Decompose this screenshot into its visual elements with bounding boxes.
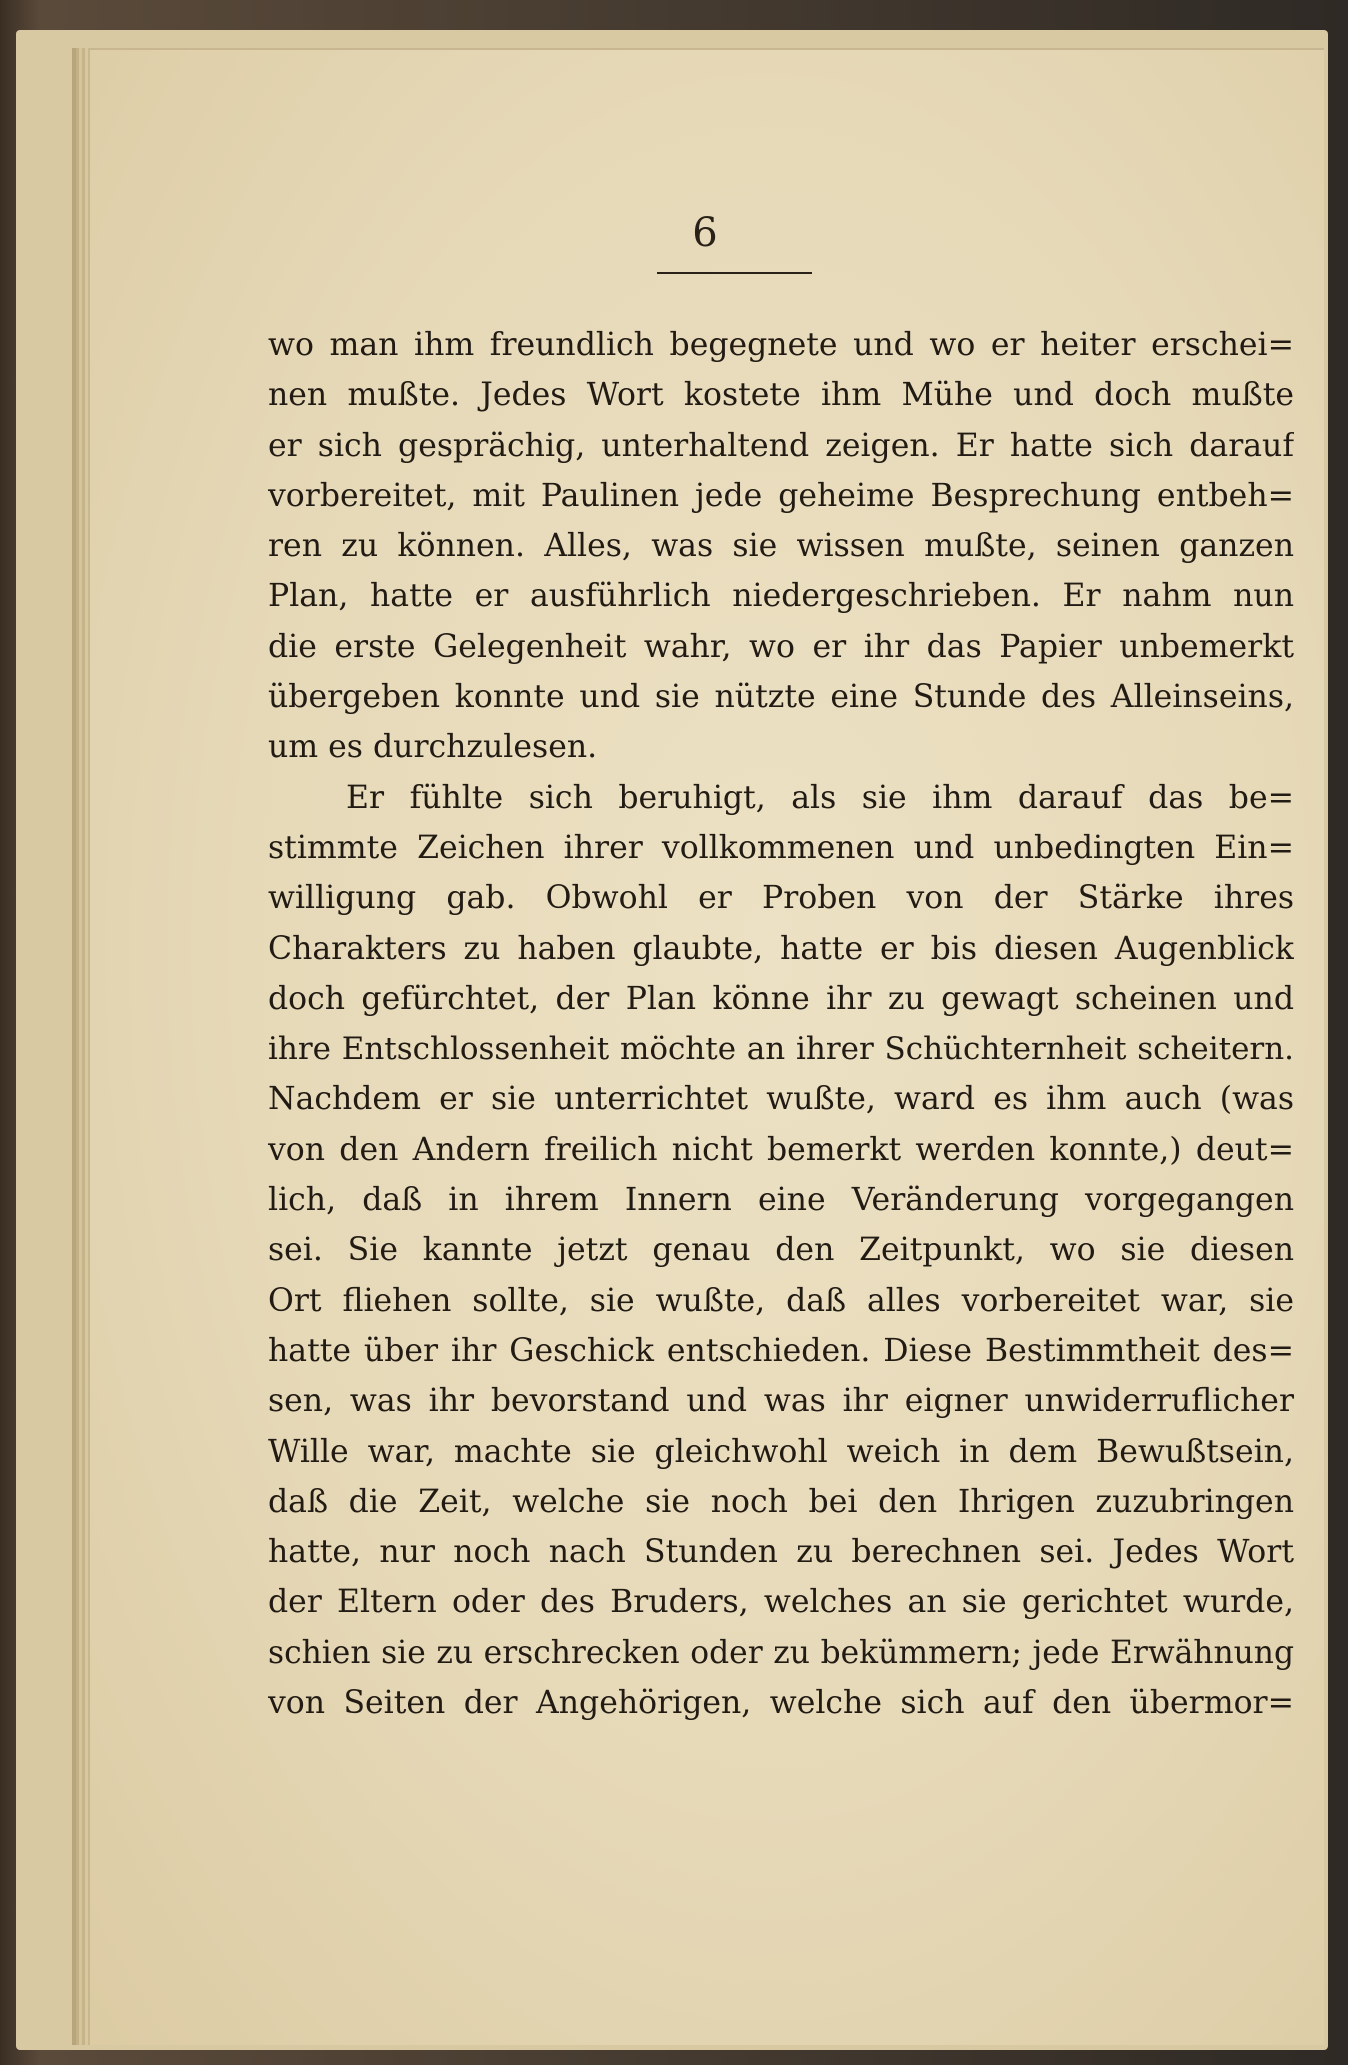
text-line: doch gefürchtet, der Plan könne ihr zu gewagt scheinen und [268,980,1294,1017]
text-line: die erste Gelegenheit wahr, wo er ihr das Papier unbemerkt [268,628,1294,665]
text-line: schien sie zu erschrecken oder zu bekümmern; jede Erwähnung [268,1634,1294,1671]
page-number: 6 [692,210,718,256]
text-line: Wille war, machte sie gleichwohl weich in dem Bewußtsein, [268,1433,1294,1470]
page-number-rule [657,272,812,274]
text-line: um es durchzulesen. [268,729,598,766]
body-text [268,320,1294,1728]
text-line: der Eltern oder des Bruders, welches an sie gerichtet wurde, [268,1584,1294,1621]
text-line: nen mußte. Jedes Wort kostete ihm Mühe und doch mußte [268,377,1294,414]
text-line: Ort fliehen sollte, sie wußte, daß alles vorbereitet war, sie [268,1282,1294,1319]
text-line: stimmte Zeichen ihrer vollkommenen und unbedingten Ein= [268,829,1294,866]
text-line: von den Andern freilich nicht bemerkt werden konnte,) deut= [268,1131,1294,1168]
book-page [90,48,1324,2045]
text-line: daß die Zeit, welche sie noch bei den Ihrigen zuzubringen [268,1483,1294,1520]
text-line: Er fühlte sich beruhigt, als sie ihm darauf das be= [346,779,1294,816]
text-line: von Seiten der Angehörigen, welche sich auf den übermor= [268,1685,1294,1722]
text-line: sei. Sie kannte jetzt genau den Zeitpunkt, wo sie diesen [268,1232,1294,1269]
text-line: übergeben konnte und sie nützte eine Stunde des Alleinseins, [268,679,1294,716]
text-line: wo man ihm freundlich begegnete und wo er heiter erschei= [268,327,1294,363]
text-line: Nachdem er sie unterrichtet wußte, ward es ihm auch (was [268,1081,1294,1118]
text-line: Charakters zu haben glaubte, hatte er bis diesen Augenblick [268,930,1294,967]
text-line: vorbereitet, mit Paulinen jede geheime Besprechung entbeh= [268,477,1294,514]
text-line: willigung gab. Obwohl er Proben von der Stärke ihres [268,880,1294,917]
text-line: sen, was ihr bevorstand und was ihr eigner unwiderruflicher [268,1383,1294,1420]
text-line: ren zu können. Alles, was sie wissen mußte, seinen ganzen [268,528,1294,565]
text-line: ihre Entschlossenheit möchte an ihrer Schüchternheit scheitern. [268,1031,1294,1068]
text-line: hatte über ihr Geschick entschieden. Diese Bestimmtheit des= [268,1332,1294,1369]
text-line: Plan, hatte er ausführlich niedergeschrieben. Er nahm nun [268,578,1294,615]
text-line: lich, daß in ihrem Innern eine Veränderung vorgegangen [268,1182,1294,1219]
text-line: er sich gesprächig, unterhaltend zeigen. Er hatte sich darauf [268,427,1294,464]
text-line: hatte, nur noch nach Stunden zu berechnen sei. Jedes Wort [268,1534,1294,1571]
